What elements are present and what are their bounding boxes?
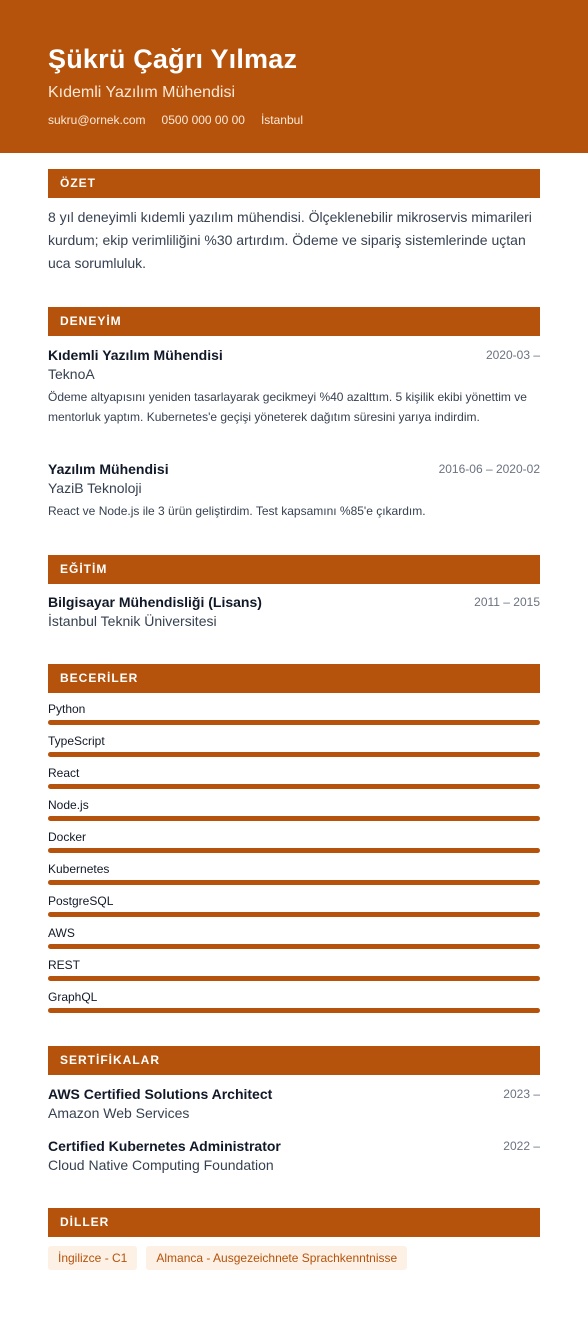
skill-level-bar xyxy=(48,944,540,949)
skill-name: Node.js xyxy=(48,798,89,812)
education-item xyxy=(48,594,540,629)
language-chip: Almanca - Ausgezeichnete Sprachkenntnisse xyxy=(146,1246,407,1270)
skill-level-fill xyxy=(48,944,540,949)
cert-name: AWS Certified Solutions Architect xyxy=(48,1086,273,1102)
skill-item xyxy=(48,798,540,821)
skill-name: Docker xyxy=(48,830,87,844)
section-title-experience: DENEYİM xyxy=(48,307,540,336)
job-dates: 2016-06 – 2020-02 xyxy=(438,462,540,476)
skill-level-bar xyxy=(48,912,540,917)
section-title-languages: DİLLER xyxy=(48,1208,540,1237)
cert-dates: 2023 – xyxy=(503,1087,540,1101)
skill-level-bar xyxy=(48,752,540,757)
job-dates: 2020-03 – xyxy=(485,348,540,362)
cert-name: Certified Kubernetes Administrator xyxy=(48,1138,281,1154)
skill-level-fill xyxy=(48,1008,540,1013)
skill-level-fill xyxy=(48,912,540,917)
skill-item xyxy=(48,734,540,757)
school-name: İstanbul Teknik Üniversitesi xyxy=(48,613,217,629)
skill-item xyxy=(48,958,540,981)
section-title-summary: ÖZET xyxy=(48,169,540,198)
skill-level-fill xyxy=(48,880,540,885)
skill-level-fill xyxy=(48,848,540,853)
skill-level-bar xyxy=(48,1008,540,1013)
skill-name: TypeScript xyxy=(48,734,105,748)
skill-name: React xyxy=(48,766,80,780)
cert-dates: 2022 – xyxy=(503,1139,540,1153)
skill-level-bar xyxy=(48,720,540,725)
skill-level-bar xyxy=(48,816,540,821)
resume-header xyxy=(0,0,588,153)
job-description: Ödeme altyapısını yeniden tasarlayarak gecikmeyi %40 azalttım. 5 kişilik ekibi yönettim ve mentorluk yaptım. Kubernetes'e geçişi yöneterek dağıtım süresini yarıya indirdim. xyxy=(48,390,527,424)
job-description: React ve Node.js ile 3 ürün geliştirdim. Test kapsamını %85'e çıkardım. xyxy=(48,504,426,518)
skill-item xyxy=(48,766,540,789)
skill-level-bar xyxy=(48,880,540,885)
skill-name: PostgreSQL xyxy=(48,894,114,908)
summary-text: 8 yıl deneyimli kıdemli yazılım mühendisi. Ölçeklenebilir mikroservis mimarileri kurdum; ekip verimliliğini %30 artırdım. Ödeme ve sipariş sistemlerinde uçtan uca sorumluluk. xyxy=(48,209,532,271)
skill-level-fill xyxy=(48,816,540,821)
email-text[interactable]: sukru@ornek.com xyxy=(48,113,146,127)
skill-item xyxy=(48,830,540,853)
city-text: İstanbul xyxy=(260,113,303,127)
skill-level-fill xyxy=(48,976,540,981)
section-title-certifications: SERTİFİKALAR xyxy=(48,1046,540,1075)
skill-name: REST xyxy=(48,958,81,972)
section-title-skills: BECERİLER xyxy=(48,664,540,693)
skill-level-fill xyxy=(48,752,540,757)
section-title-education: EĞİTİM xyxy=(48,555,540,584)
certification-item xyxy=(48,1086,540,1121)
cert-issuer: Amazon Web Services xyxy=(48,1105,190,1121)
skill-item xyxy=(48,702,540,725)
language-chip: İngilizce - C1 xyxy=(48,1246,137,1270)
skill-level-bar xyxy=(48,976,540,981)
company-name: TeknoA xyxy=(48,366,95,382)
cert-issuer: Cloud Native Computing Foundation xyxy=(48,1157,274,1173)
contact-info xyxy=(48,113,303,127)
job-title: Kıdemli Yazılım Mühendisi xyxy=(48,347,223,363)
skill-item xyxy=(48,894,540,917)
skill-level-fill xyxy=(48,720,540,725)
skill-item xyxy=(48,862,540,885)
skill-item xyxy=(48,926,540,949)
phone-text: 0500 000 00 00 xyxy=(161,113,245,127)
skill-name: Python xyxy=(48,702,86,716)
skill-level-bar xyxy=(48,848,540,853)
skill-name: Kubernetes xyxy=(48,862,110,876)
person-title: Kıdemli Yazılım Mühendisi xyxy=(48,84,236,101)
degree-name: Bilgisayar Mühendisliği (Lisans) xyxy=(48,594,262,610)
skill-level-fill xyxy=(48,784,540,789)
person-name: Şükrü Çağrı Yılmaz xyxy=(48,44,298,74)
experience-item xyxy=(48,461,540,521)
skill-name: GraphQL xyxy=(48,990,98,1004)
skill-item xyxy=(48,990,540,1013)
education-dates: 2011 – 2015 xyxy=(474,595,540,609)
company-name: YaziB Teknoloji xyxy=(48,480,142,496)
languages-list xyxy=(48,1246,407,1270)
certification-item xyxy=(48,1138,540,1173)
skill-name: AWS xyxy=(48,926,75,940)
experience-item xyxy=(48,347,540,427)
skill-level-bar xyxy=(48,784,540,789)
job-title: Yazılım Mühendisi xyxy=(48,461,169,477)
